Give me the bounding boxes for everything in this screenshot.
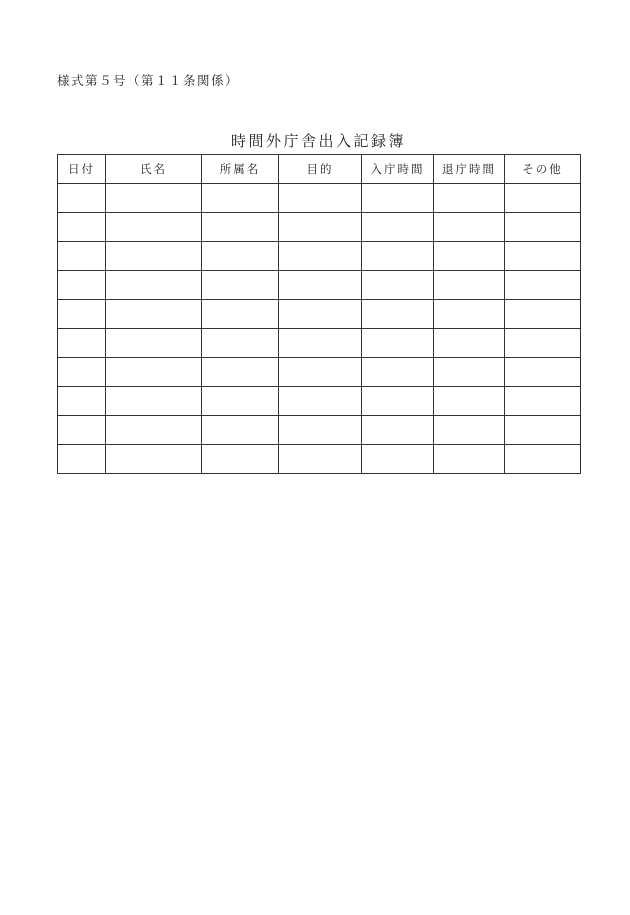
table-cell[interactable] (362, 300, 434, 329)
table-cell[interactable] (202, 300, 279, 329)
table-cell[interactable] (106, 271, 202, 300)
table-cell[interactable] (434, 387, 505, 416)
table-cell[interactable] (505, 213, 581, 242)
table-cell[interactable] (279, 184, 362, 213)
table-row (58, 416, 581, 445)
table-cell[interactable] (434, 416, 505, 445)
table-cell[interactable] (58, 329, 106, 358)
column-header-exit-time: 退庁時間 (434, 155, 505, 184)
column-header-name: 氏名 (106, 155, 202, 184)
table-cell[interactable] (279, 300, 362, 329)
table-row (58, 358, 581, 387)
table-row (58, 184, 581, 213)
table-cell[interactable] (434, 242, 505, 271)
table-cell[interactable] (106, 213, 202, 242)
table-cell[interactable] (202, 358, 279, 387)
column-header-purpose: 目的 (279, 155, 362, 184)
table-cell[interactable] (106, 358, 202, 387)
table-cell[interactable] (58, 271, 106, 300)
table-row (58, 242, 581, 271)
table-cell[interactable] (58, 416, 106, 445)
table-cell[interactable] (58, 387, 106, 416)
table-cell[interactable] (106, 329, 202, 358)
table-cell[interactable] (58, 213, 106, 242)
table-row (58, 329, 581, 358)
table-cell[interactable] (202, 416, 279, 445)
column-header-affiliation: 所属名 (202, 155, 279, 184)
table-cell[interactable] (434, 213, 505, 242)
table-cell[interactable] (362, 358, 434, 387)
table-cell[interactable] (202, 242, 279, 271)
table-cell[interactable] (58, 445, 106, 474)
table-cell[interactable] (434, 300, 505, 329)
table-cell[interactable] (106, 387, 202, 416)
entry-log-table (57, 154, 581, 474)
table-cell[interactable] (202, 329, 279, 358)
table-cell[interactable] (58, 242, 106, 271)
table-cell[interactable] (362, 213, 434, 242)
table-row (58, 300, 581, 329)
form-number-label: 様式第５号（第１１条関係） (57, 73, 240, 88)
table-cell[interactable] (434, 329, 505, 358)
table-cell[interactable] (279, 445, 362, 474)
table-cell[interactable] (505, 300, 581, 329)
table-cell[interactable] (434, 271, 505, 300)
document-title: 時間外庁舎出入記録簿 (230, 132, 406, 150)
table-cell[interactable] (279, 387, 362, 416)
table-row (58, 213, 581, 242)
table-cell[interactable] (202, 445, 279, 474)
table-cell[interactable] (362, 445, 434, 474)
table-cell[interactable] (362, 329, 434, 358)
table-cell[interactable] (106, 300, 202, 329)
table-row (58, 445, 581, 474)
table-cell[interactable] (434, 184, 505, 213)
table-cell[interactable] (362, 387, 434, 416)
table-cell[interactable] (202, 387, 279, 416)
table-cell[interactable] (505, 387, 581, 416)
table-cell[interactable] (362, 242, 434, 271)
table-cell[interactable] (106, 416, 202, 445)
table-cell[interactable] (362, 271, 434, 300)
table-cell[interactable] (202, 271, 279, 300)
table-body (58, 184, 581, 474)
table-cell[interactable] (58, 358, 106, 387)
table-row (58, 271, 581, 300)
column-header-other: その他 (505, 155, 581, 184)
table-cell[interactable] (505, 242, 581, 271)
column-header-date: 日付 (58, 155, 106, 184)
table-cell[interactable] (505, 184, 581, 213)
table-cell[interactable] (279, 358, 362, 387)
table-cell[interactable] (362, 416, 434, 445)
table-header-row (58, 155, 581, 184)
table-cell[interactable] (58, 184, 106, 213)
table-cell[interactable] (505, 329, 581, 358)
column-header-entry-time: 入庁時間 (362, 155, 434, 184)
table-cell[interactable] (106, 242, 202, 271)
table-cell[interactable] (505, 445, 581, 474)
table-cell[interactable] (279, 242, 362, 271)
table-cell[interactable] (58, 300, 106, 329)
table-cell[interactable] (279, 416, 362, 445)
table-cell[interactable] (279, 271, 362, 300)
table-cell[interactable] (362, 184, 434, 213)
table-cell[interactable] (505, 358, 581, 387)
table-cell[interactable] (434, 358, 505, 387)
table-cell[interactable] (106, 184, 202, 213)
table-cell[interactable] (279, 213, 362, 242)
table-cell[interactable] (202, 213, 279, 242)
table-cell[interactable] (434, 445, 505, 474)
table-cell[interactable] (202, 184, 279, 213)
table-cell[interactable] (505, 271, 581, 300)
table-cell[interactable] (279, 329, 362, 358)
table-cell[interactable] (106, 445, 202, 474)
table-row (58, 387, 581, 416)
table-cell[interactable] (505, 416, 581, 445)
